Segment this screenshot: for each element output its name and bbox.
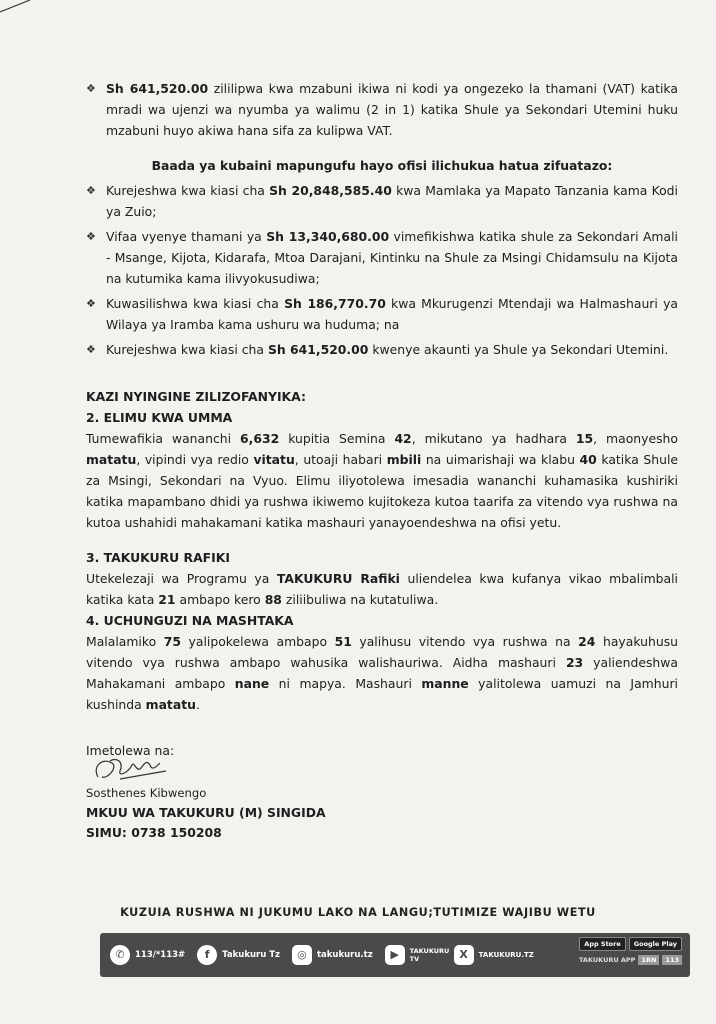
bullet-action-2: ❖ Vifaa vyenye thamani ya Sh 13,340,680.00 vimefikishwa katika shule za Sekondari Amali - Msange, Kijota, Kidarafa, Mtoa Darajani, Kintinku na Shule za Msingi Chidamsulu na Kijota na kutumika kama ilivyokusudiwa; [86, 226, 678, 289]
diamond-bullet-icon [86, 339, 96, 360]
diamond-bullet-icon [86, 180, 96, 201]
signatory-title: MKUU WA TAKUKURU (M) SINGIDA [86, 805, 326, 820]
x-icon: X [454, 945, 474, 965]
instagram-icon: ◎ [292, 945, 312, 965]
actions-heading: Baada ya kubaini mapungufu hayo ofisi ilichukua hatua zifuatazo: [151, 158, 613, 173]
section-4-heading: 4. UCHUNGUZI NA MASHTAKA [86, 613, 294, 628]
facebook-icon: f [197, 945, 217, 965]
bullet-action-3: ❖ Kuwasilishwa kwa kiasi cha Sh 186,770.70 kwa Mkurugenzi Mtendaji wa Halmashauri ya Wilaya ya Iramba kama ushuru wa huduma; na [86, 293, 678, 335]
signatory-name: Sosthenes Kibwengo [86, 786, 207, 800]
bullet-action-1: ❖ Kurejeshwa kwa kiasi cha Sh 20,848,585.40 kwa Mamlaka ya Mapato Tanzania kama Kodi ya Zuio; [86, 180, 678, 222]
x-item: X TAKUKURU.TZ [454, 945, 534, 965]
section-2-heading: 2. ELIMU KWA UMMA [86, 410, 233, 425]
diamond-bullet-icon [86, 78, 96, 99]
diamond-bullet-icon [86, 226, 96, 247]
section-4-paragraph: Malalamiko 75 yalipokelewa ambapo 51 yalihusu vitendo vya rushwa na 24 hayakuhusu vitendo vya rushwa ambapo wahusika walishauriwa. Aidha mashauri 23 yaliendeshwa Mahakamani ambapo nane ni mapya. Mashauri manne yalitolewa uamuzi na Jamhuri kushinda matatu. [86, 634, 678, 712]
section-2-paragraph: Tumewafikia wananchi 6,632 kupitia Semina 42, mikutano ya hadhara 15, maonyesho matatu, vipindi vya redio vitatu, utoaji habari mbili na uimarishaji wa klabu 40 katika Shule za Msingi, Sekondari na Vyuo. Elimu iliyotolewa imesadia wananchi kuhamasika kushiriki katika mapambano dhidi ya rushwa ikiwemo kujitokeza kutoa taarifa za vitendo vya rushwa na kutoa ushahidi mahakamani katika mashauri yanayoendeshwa na ofisi yetu. [86, 431, 679, 530]
contact-footer [100, 933, 690, 977]
section-3-paragraph: Utekelezaji wa Programu ya TAKUKURU Rafiki uliendelea kwa kufanya vikao mbalimbali katika kata 21 ambapo kero 88 ziliibuliwa na kutatuliwa. [86, 571, 678, 607]
bullet-action-4: ❖ Kurejeshwa kwa kiasi cha Sh 641,520.00 kwenye akaunti ya Shule ya Sekondari Utemini. [86, 339, 678, 360]
diamond-bullet-icon [86, 293, 96, 314]
app-badge-a: 1RN [638, 955, 659, 965]
handwritten-signature-icon [90, 753, 180, 789]
youtube-item: ▶ TAKUKURU TV [385, 945, 442, 965]
motto: KUZUIA RUSHWA NI JUKUMU LAKO NA LANGU;TUTIMIZE WAJIBU WETU [120, 906, 596, 919]
page-corner-mark [0, 0, 40, 20]
bullet-vat: ❖ Sh 641,520.00 zililipwa kwa mzabuni ikiwa ni kodi ya ongezeko la thamani (VAT) katika mradi wa ujenzi wa nyumba ya walimu (2 in 1) katika Shule ya Sekondari Utemini huku mzabuni huyo akiwa hana sifa za kulipwa VAT. [86, 78, 678, 141]
other-work-heading: KAZI NYINGINE ZILIZOFANYIKA: [86, 389, 306, 404]
prepared-by-label: Imetolewa na: [86, 743, 175, 758]
bullet-amount: Sh 641,520.00 [106, 81, 209, 96]
phone-icon: ✆ [110, 945, 130, 965]
instagram-item: ◎ takukuru.tz [292, 945, 373, 965]
signature-area [86, 761, 678, 783]
app-store-badge: App Store [579, 937, 625, 951]
app-stores [576, 937, 682, 965]
hotline-item: ✆ 113/*113# [110, 945, 185, 965]
signatory-phone: SIMU: 0738 150208 [86, 825, 222, 840]
section-3-heading: 3. TAKUKURU RAFIKI [86, 550, 230, 565]
document-body [86, 78, 678, 843]
google-play-badge: Google Play [629, 937, 682, 951]
facebook-item: f Takukuru Tz [197, 945, 280, 965]
app-label: TAKUKURU APP [578, 956, 636, 964]
youtube-icon: ▶ [385, 945, 405, 965]
signature-block [86, 741, 678, 843]
app-badge-b: 113 [662, 955, 682, 965]
